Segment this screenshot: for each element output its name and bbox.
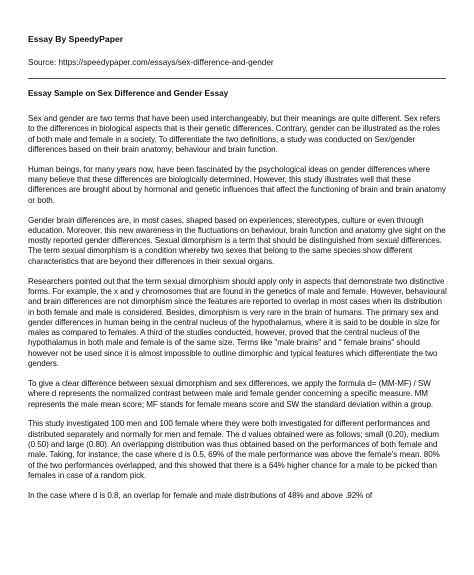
- paragraph-5: To give a clear difference between sexual dimorphism and sex differences, we apply the formula d= (MM-MF) / SW where d represents the normalized contrast between male and female gender concerning a specific measure. MM represents the male mean score; MF stands for female means score and SW the standard deviation within a group.: [28, 378, 434, 409]
- paragraph-4: Researchers pointed out that the term sexual dimorphism should apply only in aspects that demonstrate two distinctive forms. For example, the x and y chromosomes that are found in the genetics of male and female. However, behavioural and brain differences are not dimorphism since the features are reported to overlap in most cases when its distribution in both female and male is considered. Besides, dimorphism is very rare in the brain of humans. The primary sex and gender differences in human being in the central nucleus of the hypothalamus, where it is said to be double in size for males as compared to females. A third of the studies conducted, however, proved that the central nucleus of the hypothalamus in both male and female is of the same size. Terms like "male brains" and " female brains" should however not be used since it is almost impossible to outline dimorphic and typical features which differentiate the two genders.: [28, 276, 447, 369]
- paragraph-6: This study investigated 100 men and 100 female where they were both investigated for different performances and distributed separately and normally for men and female. The d values obtained were as follows; small (0.20), medium (0.50) and large (0.80). An overlapping distribution was thus obtained based on the performances of both female and male. Taking, for instance, the case where d is 0.5, 69% of the male performance was above the female's mean. 80% of the two performances overlapped, and this showed that there is a 64% higher chance for a male to be picked than females in case of a random pick.: [28, 419, 440, 480]
- paragraph-3: Gender brain differences are, in most cases, shaped based on experiences, stereotypes, culture or even through education. Moreover, this new awareness in the fluctuations on behaviour, brain function and anatomy give sight on the mostly reported gender differences. Sexual dimorphism is a term that should be distinguished from sexual differences. The term sexual dimorphism is a condition whereby two sexes that belong to the same species show different characteristics that are beyond their differences in their sexual organs.: [28, 215, 446, 266]
- paragraph-1: Sex and gender are two terms that have been used interchangeably, but their meanings are quite different. Sex refers to the differences in biological aspects that is their genetic differences. Contrary, gender can be illustrated as the roles of both male and female in a society. To differentiate the two definitions, a study was conducted on Sex/gender differences based on their brain anatomy, behaviour and brain function.: [28, 114, 441, 154]
- document-header: [28, 33, 448, 69]
- paragraph-7: In the case where d is 0.8, an overlap for female and male distributions of 48% and above .92% of: [28, 490, 373, 500]
- site-title: Essay By SpeedyPaper: [28, 34, 124, 44]
- source-line: Source: https://speedypaper.com/essays/sex-difference-and-gender: [28, 58, 274, 67]
- paragraph-2: Human beings, for many years now, have been fascinated by the psychological ideas on gender differences where many believe that these differences are biologically determined. However, this study illustrates well that these differences are brought about by hormonal and genetic influences that affect the functioning of brain and brain anatomy or both.: [28, 164, 446, 205]
- essay-body: [28, 114, 448, 511]
- header-divider: [28, 78, 446, 79]
- essay-title: Essay Sample on Sex Difference and Gender Essay: [28, 89, 229, 98]
